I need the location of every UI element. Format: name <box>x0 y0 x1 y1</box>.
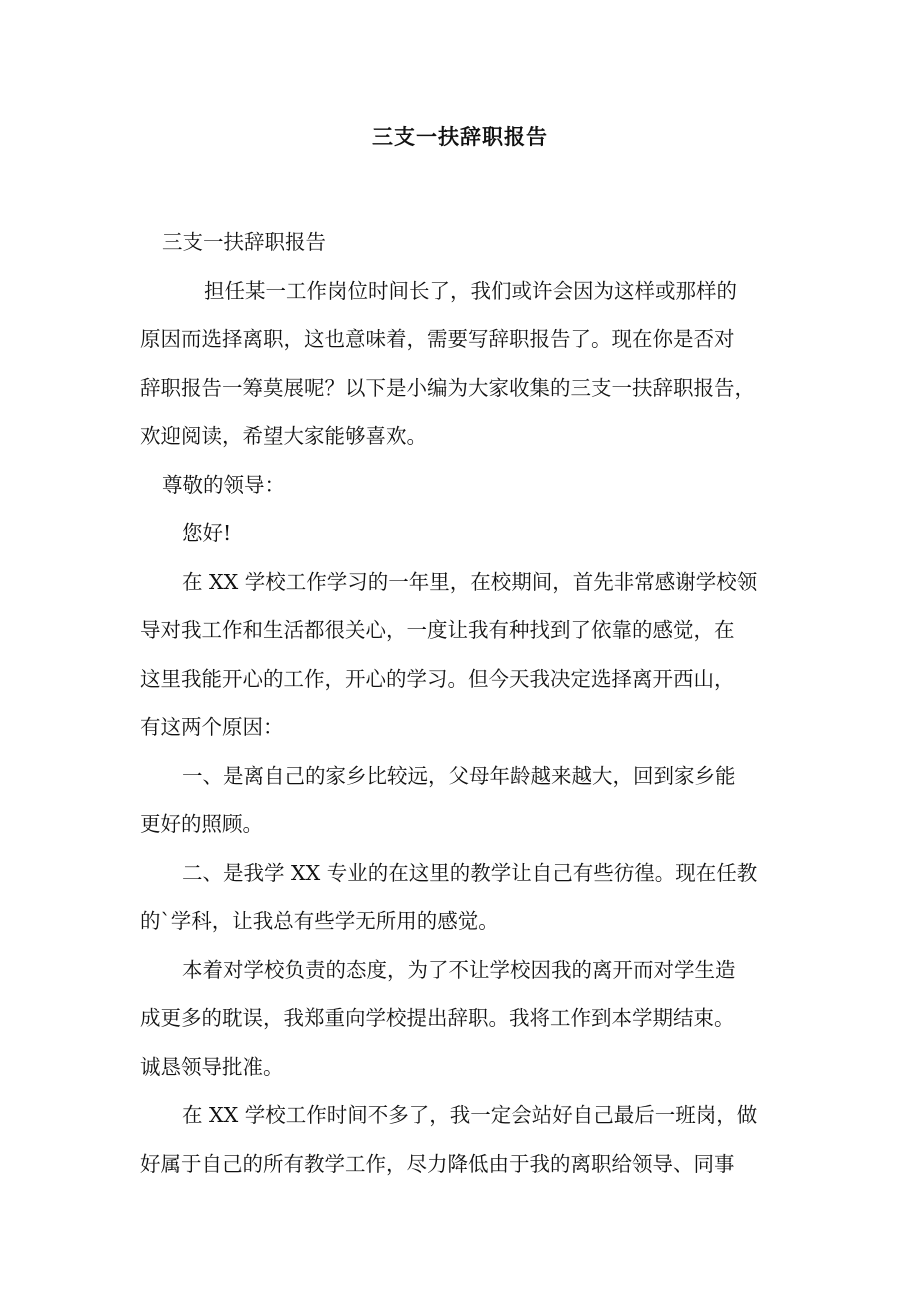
intro-line: 欢迎阅读，希望大家能够喜欢。 <box>140 424 427 448</box>
paragraph-line: 导对我工作和生活都很关心，一度让我有种找到了依靠的感觉，在 <box>140 618 735 642</box>
intro-line: 原因而选择离职，这也意味着，需要写辞职报告了。现在你是否对 <box>140 327 735 351</box>
paragraph-line: 诚恳领导批准。 <box>140 1054 284 1079</box>
document-body <box>140 218 780 1188</box>
document-title: 三支一扶辞职报告 <box>372 124 548 149</box>
greeting: 您好! <box>182 521 232 545</box>
paragraph-line: 的`学科，让我总有些学无所用的感觉。 <box>140 909 499 933</box>
salutation: 尊敬的领导： <box>162 472 285 497</box>
paragraph-line: 在 XX 学校工作学习的一年里，在校期间，首先非常感谢学校领 <box>182 569 758 594</box>
intro-line: 辞职报告一筹莫展呢？以下是小编为大家收集的三支一扶辞职报告， <box>140 375 755 400</box>
paragraph-line: 好属于自己的所有教学工作，尽力降低由于我的离职给领导、同事 <box>140 1151 735 1176</box>
paragraph-line: 二、是我学 XX 专业的在这里的教学让自己有些彷徨。现在任教 <box>182 860 758 885</box>
paragraph-line: 这里我能开心的工作，开心的学习。但今天我决定选择离开西山， <box>140 666 735 691</box>
paragraph-line: 本着对学校负责的态度，为了不让学校因我的离开而对学生造 <box>182 957 736 982</box>
subtitle-line: 三支一扶辞职报告 <box>162 230 326 254</box>
paragraph-line: 更好的照顾。 <box>140 812 263 836</box>
paragraph-line: 一、是离自己的家乡比较远，父母年龄越来越大，回到家乡能 <box>182 763 736 788</box>
paragraph-line: 有这两个原因： <box>140 715 284 739</box>
paragraph-line: 成更多的耽误，我郑重向学校提出辞职。我将工作到本学期结束。 <box>140 1006 735 1030</box>
intro-line: 担任某一工作岗位时间长了，我们或许会因为这样或那样的 <box>204 278 737 303</box>
paragraph-line: 在 XX 学校工作时间不多了，我一定会站好自己最后一班岗，做 <box>182 1103 758 1127</box>
